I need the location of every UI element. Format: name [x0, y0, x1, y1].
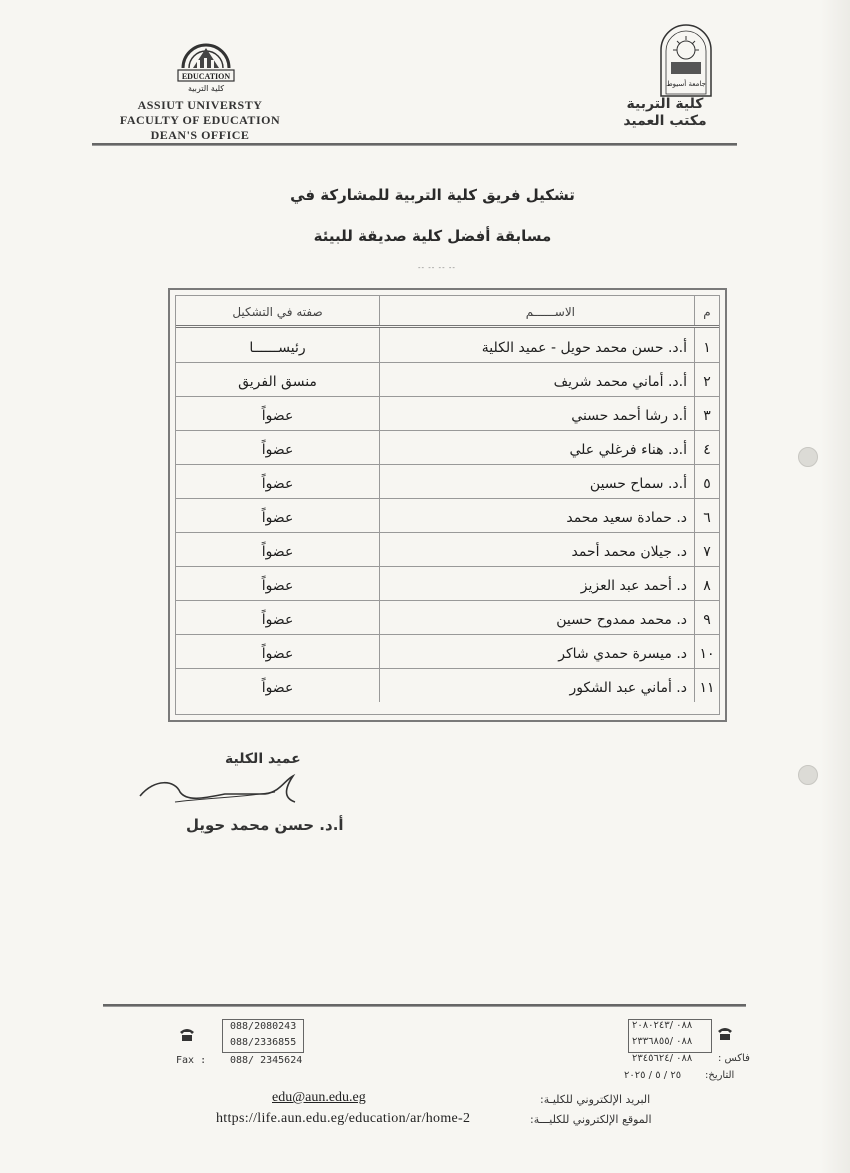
header-name: الاســــــم: [379, 296, 695, 325]
signature-stroke: [135, 768, 315, 808]
table-row: [176, 430, 719, 465]
faculty-email[interactable]: edu@aun.edu.eg: [272, 1090, 366, 1105]
document-title: تشكيل فريق كلية التربية للمشاركة في: [290, 186, 575, 204]
logo-text-en: EDUCATION: [181, 72, 231, 81]
fax-ar: ٠٨٨ /٢٣٤٥٦٢٤: [632, 1053, 693, 1064]
member-name: أ.د. أماني محمد شريف: [379, 362, 695, 396]
table-row: [176, 600, 719, 635]
row-number: ١: [694, 328, 719, 362]
table-row: [176, 396, 719, 431]
phone-en-2: 088/2336855: [230, 1037, 297, 1048]
row-number: ٤: [694, 430, 719, 464]
table-row: [176, 668, 719, 702]
faculty-name-ar: كلية التربية: [626, 96, 704, 112]
member-name: د. ميسرة حمدي شاكر: [379, 634, 695, 668]
row-number: ١٠: [694, 634, 719, 668]
member-name: أ.د رشا أحمد حسني: [379, 396, 695, 430]
table-row: [176, 566, 719, 601]
fax-label-en: Fax :: [176, 1055, 207, 1066]
member-role: عضواً: [261, 578, 294, 594]
member-role: منسق الفريق: [238, 374, 317, 390]
signature-title: عميد الكلية: [225, 751, 301, 767]
table-header: [176, 296, 719, 328]
phone-ar-1: ٠٨٨ /٢٠٨٠٢٤٣: [632, 1020, 693, 1031]
office-name-ar: مكتب العميد: [623, 113, 707, 129]
header-role: صفته في التشكيل: [232, 305, 323, 319]
phone-icon: [178, 1028, 196, 1042]
member-name: د. محمد ممدوح حسين: [379, 600, 695, 634]
logo-text-ar: كلية التربية: [187, 84, 225, 93]
date-label: التاريخ:: [705, 1070, 735, 1081]
fax-en: 088/ 2345624: [230, 1055, 303, 1066]
member-role: عضواً: [261, 442, 294, 458]
member-name: د. حمادة سعيد محمد: [379, 498, 695, 532]
row-number: ٦: [694, 498, 719, 532]
member-role: عضواً: [261, 612, 294, 628]
signatory-name: أ.د. حسن محمد حويل: [186, 816, 344, 834]
member-name: د. أماني عبد الشكور: [379, 668, 695, 702]
member-name: أ.د. حسن محمد حويل - عميد الكلية: [379, 328, 695, 362]
footer-divider: [103, 1004, 746, 1007]
phone-ar-2: ٠٨٨ /٢٣٣٦٨٥٥: [632, 1036, 693, 1047]
member-name: أ.د. هناء فرغلي علي: [379, 430, 695, 464]
logo-text: جامعة أسيوط: [666, 80, 706, 88]
punch-hole: [798, 447, 818, 467]
table-row: [176, 532, 719, 567]
page-edge: [820, 0, 850, 1173]
phone-icon: [716, 1027, 734, 1041]
member-role: عضواً: [261, 680, 294, 696]
row-number: ٩: [694, 600, 719, 634]
member-role: عضواً: [261, 544, 294, 560]
member-name: د. جيلان محمد أحمد: [379, 532, 695, 566]
faculty-logo: [175, 22, 237, 96]
office-name: DEAN'S OFFICE: [150, 128, 250, 142]
email-label: البريد الإلكتروني للكليـة:: [540, 1093, 651, 1106]
row-number: ٥: [694, 464, 719, 498]
row-number: ٧: [694, 532, 719, 566]
header-num: م: [694, 296, 719, 325]
table-row: [176, 498, 719, 533]
date-value: ٢٥ / ٥ / ٢٠٢٥: [624, 1070, 682, 1081]
title-ornament: -- -- -- --: [418, 264, 456, 272]
punch-hole: [798, 765, 818, 785]
row-number: ٣: [694, 396, 719, 430]
member-role: رئيســــــا: [249, 340, 306, 356]
fax-label-ar: فاكس :: [718, 1053, 750, 1064]
table-row: [176, 464, 719, 499]
university-logo: [655, 20, 717, 100]
document-subtitle: مسابقة أفضل كلية صديقة للبيئة: [313, 227, 552, 245]
member-role: عضواً: [261, 408, 294, 424]
member-role: عضواً: [261, 646, 294, 662]
member-name: د. أحمد عبد العزيز: [379, 566, 695, 600]
university-name: ASSIUT UNIVERSTY: [137, 98, 263, 112]
website-label: الموقع الإلكتروني للكليـــة:: [530, 1113, 652, 1126]
member-name: أ.د. سماح حسين: [379, 464, 695, 498]
row-number: ١١: [694, 668, 719, 702]
member-role: عضواً: [261, 510, 294, 526]
header-divider: [92, 143, 737, 146]
phone-en-1: 088/2080243: [230, 1021, 297, 1032]
row-number: ٢: [694, 362, 719, 396]
member-role: عضواً: [261, 476, 294, 492]
table-row: [176, 328, 719, 363]
row-number: ٨: [694, 566, 719, 600]
faculty-name: FACULTY OF EDUCATION: [119, 113, 281, 127]
table-row: [176, 362, 719, 397]
table-row: [176, 634, 719, 669]
members-table: [168, 288, 727, 722]
faculty-website[interactable]: https://life.aun.edu.eg/education/ar/home-2: [216, 1111, 471, 1126]
